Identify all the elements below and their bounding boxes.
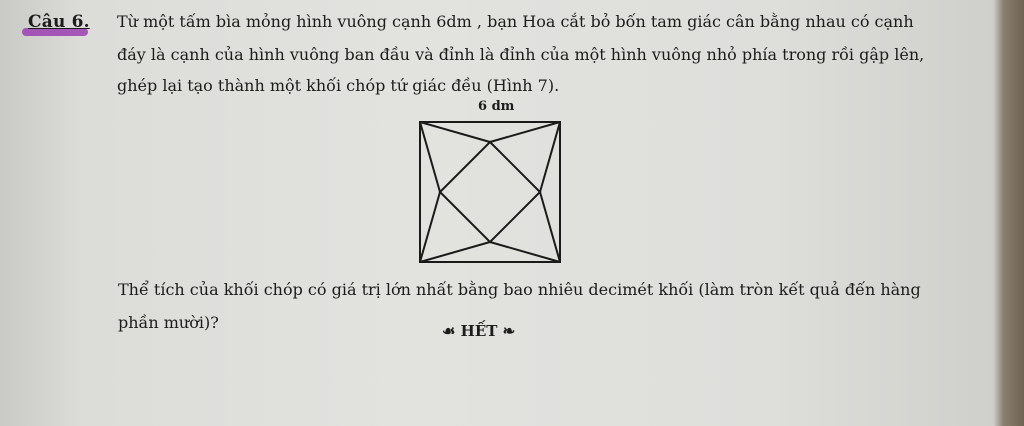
question-label: Câu 6. [28,12,90,32]
triangle-edge [490,242,560,262]
end-marker: ☙ HẾT ❧ [442,322,516,340]
triangle-edge [420,192,440,262]
question-text-line-2: đáy là cạnh của hình vuông ban đầu và đỉnh là đỉnh của một hình vuông nhỏ phía trong rồi gập lên, [117,45,925,64]
triangle-edge [490,122,560,142]
question-prompt-line-2: phần mười)? [118,313,219,332]
triangle-edge [420,122,490,142]
square-pyramid-net-figure [410,112,580,272]
triangle-edge [540,192,560,262]
question-text-line-1: Từ một tấm bìa mỏng hình vuông cạnh 6dm , bạn Hoa cắt bỏ bốn tam giác cân bằng nhau có cạnh [117,12,914,31]
inner-square [440,142,540,242]
figure-dimension-label: 6 dm [478,99,515,114]
question-number [28,12,90,32]
triangle-edge [420,242,490,262]
triangle-edge [420,122,440,192]
question-text-line-3: ghép lại tạo thành một khối chóp tứ giác đều (Hình 7). [117,76,560,95]
question-prompt-line-1: Thể tích của khối chóp có giá trị lớn nhất bằng bao nhiêu decimét khối (làm tròn kết quả đến hàng [118,280,921,299]
triangle-edge [540,122,560,192]
